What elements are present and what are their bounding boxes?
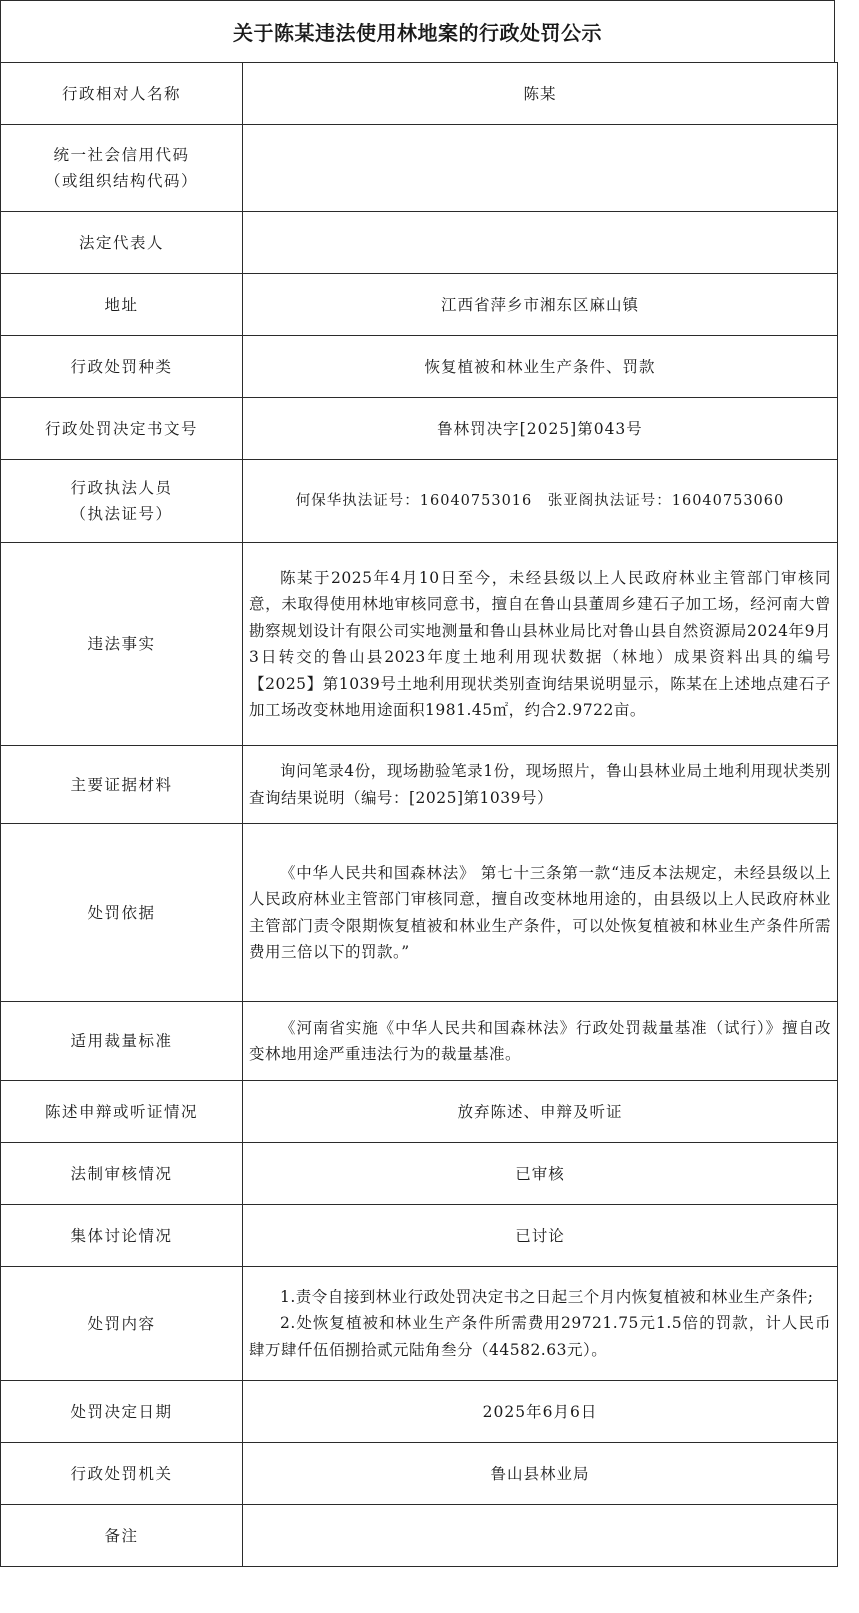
label-penalty-type: 行政处罚种类: [1, 336, 243, 398]
value-address: 江西省萍乡市湘东区麻山镇: [243, 274, 838, 336]
row-evidence: [1, 746, 838, 824]
row-discussion: [1, 1205, 838, 1267]
title-box: [0, 0, 835, 62]
value-statement: 放弃陈述、申辩及听证: [243, 1081, 838, 1143]
value-decision-no: 鲁林罚决字[2025]第043号: [243, 398, 838, 460]
label-credit-code: [1, 125, 243, 212]
label-credit-code-line2: （或组织结构代码）: [44, 172, 198, 190]
row-content: [1, 1267, 838, 1381]
label-authority: 行政处罚机关: [1, 1443, 243, 1505]
row-facts: [1, 543, 838, 746]
value-remarks: [243, 1505, 838, 1567]
value-standard: 《河南省实施《中华人民共和国森林法》行政处罚裁量基准（试行）》擅自改变林地用途严重违法行为的裁量基准。: [243, 1002, 838, 1081]
label-legal-review: 法制审核情况: [1, 1143, 243, 1205]
row-officers: [1, 460, 838, 543]
label-officers-line2: （执法证号）: [70, 505, 173, 523]
row-decision-no: [1, 398, 838, 460]
row-credit-code: [1, 125, 838, 212]
content-item-1: 1.责令自接到林业行政处罚决定书之日起三个月内恢复植被和林业生产条件;: [280, 1287, 814, 1306]
label-address: 地址: [1, 274, 243, 336]
value-decision-date: 2025年6月6日: [243, 1381, 838, 1443]
label-statement: 陈述申辩或听证情况: [1, 1081, 243, 1143]
row-legal-rep: [1, 212, 838, 274]
row-party-name: [1, 63, 838, 125]
value-facts: 陈某于2025年4月10日至今，未经县级以上人民政府林业主管部门审核同意，未取得使用林地审核同意书，擅自在鲁山县董周乡建石子加工场，经河南大曾勘察规划设计有限公司实地测量和鲁山县林业局比对鲁山县自然资源局2024年9月3日转交的鲁山县2023年度土地利用现状数据（林地）成果资料出具的编号【2025】第1039号土地利用现状类别查询结果说明显示，陈某在上述地点建石子加工场改变林地用途面积1981.45㎡，约合2.9722亩。: [243, 543, 838, 746]
value-legal-review: 已审核: [243, 1143, 838, 1205]
row-decision-date: [1, 1381, 838, 1443]
label-discussion: 集体讨论情况: [1, 1205, 243, 1267]
label-credit-code-line1: 统一社会信用代码: [53, 146, 190, 164]
content-item-2: 2.处恢复植被和林业生产条件所需费用29721.75元1.5倍的罚款，计人民币肆万肆仟伍佰捌拾贰元陆角叁分（44582.63元）。: [249, 1314, 831, 1359]
value-authority: 鲁山县林业局: [243, 1443, 838, 1505]
row-penalty-type: [1, 336, 838, 398]
label-content: 处罚内容: [1, 1267, 243, 1381]
label-decision-date: 处罚决定日期: [1, 1381, 243, 1443]
label-facts: 违法事实: [1, 543, 243, 746]
label-standard: 适用裁量标准: [1, 1002, 243, 1081]
row-legal-review: [1, 1143, 838, 1205]
row-remarks: [1, 1505, 838, 1567]
value-basis: 《中华人民共和国森林法》 第七十三条第一款“违反本法规定，未经县级以上人民政府林业主管部门审核同意，擅自改变林地用途的，由县级以上人民政府林业主管部门责令限期恢复植被和林业生产条件，可以处恢复植被和林业生产条件所需费用三倍以下的罚款。”: [243, 824, 838, 1002]
label-basis: 处罚依据: [1, 824, 243, 1002]
value-officers: 何保华执法证号：16040753016 张亚阁执法证号：16040753060: [243, 460, 838, 543]
penalty-table: [0, 62, 838, 1567]
label-decision-no: 行政处罚决定书文号: [1, 398, 243, 460]
value-credit-code: [243, 125, 838, 212]
label-remarks: 备注: [1, 1505, 243, 1567]
row-address: [1, 274, 838, 336]
value-evidence: 询问笔录4份，现场勘验笔录1份，现场照片，鲁山县林业局土地利用现状类别查询结果说明（编号：[2025]第1039号）: [243, 746, 838, 824]
row-authority: [1, 1443, 838, 1505]
value-legal-rep: [243, 212, 838, 274]
row-standard: [1, 1002, 838, 1081]
label-party-name: 行政相对人名称: [1, 63, 243, 125]
label-officers-line1: 行政执法人员: [70, 479, 173, 497]
row-statement: [1, 1081, 838, 1143]
page-title: 关于陈某违法使用林地案的行政处罚公示: [233, 21, 602, 45]
value-content: [243, 1267, 838, 1381]
label-legal-rep: 法定代表人: [1, 212, 243, 274]
label-officers: [1, 460, 243, 543]
label-evidence: 主要证据材料: [1, 746, 243, 824]
value-discussion: 已讨论: [243, 1205, 838, 1267]
value-penalty-type: 恢复植被和林业生产条件、罚款: [243, 336, 838, 398]
value-party-name: 陈某: [243, 63, 838, 125]
row-basis: [1, 824, 838, 1002]
